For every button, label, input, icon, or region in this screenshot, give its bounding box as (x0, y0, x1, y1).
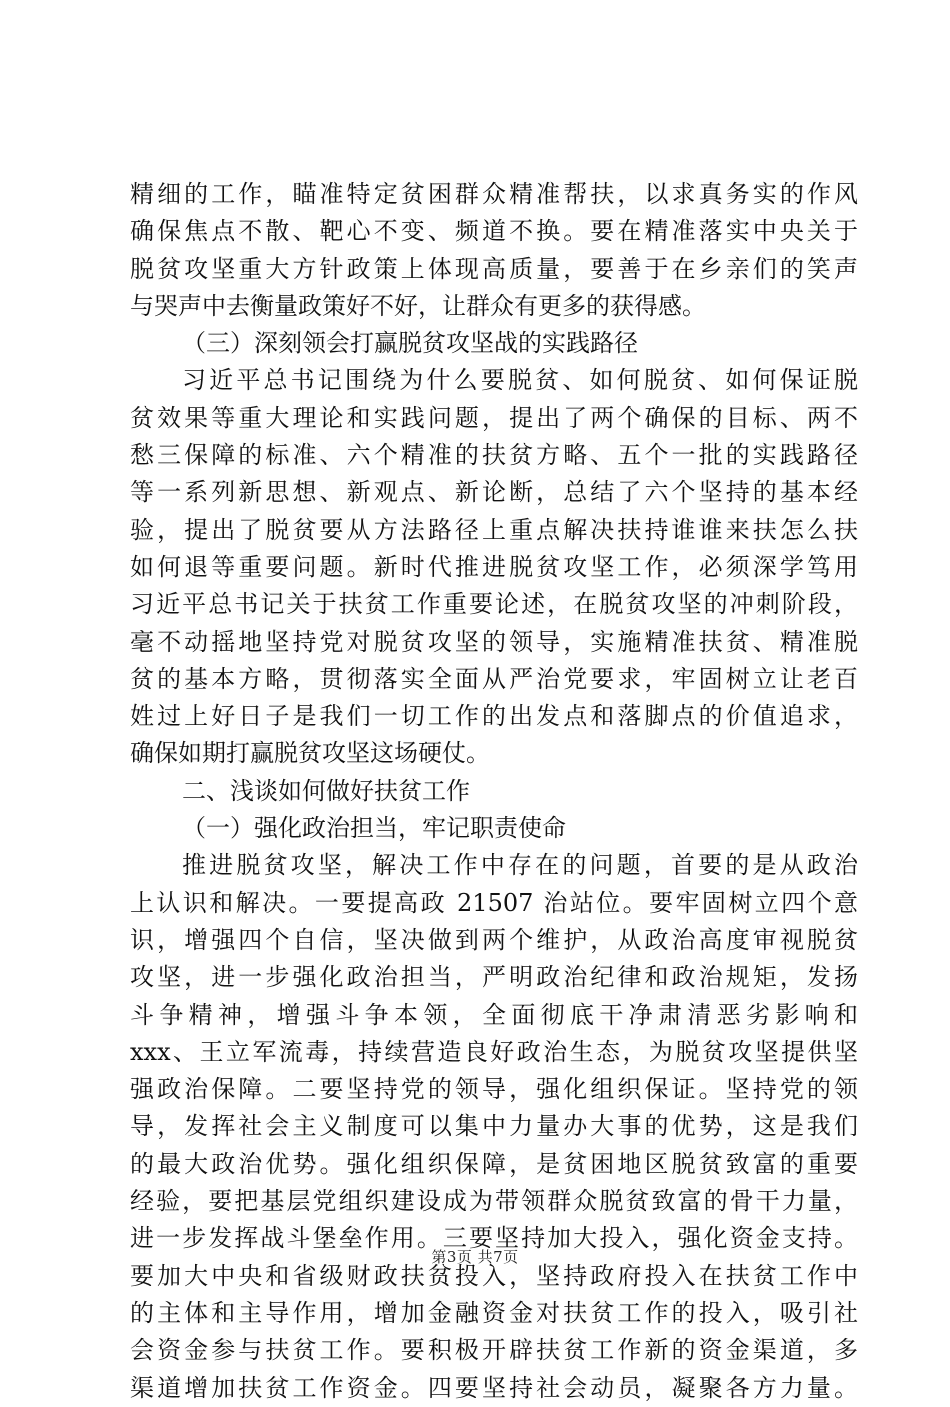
text-line: 姓过上好日子是我们一切工作的出发点和落脚点的价值追求， (130, 702, 858, 731)
text-line: 贫效果等重大理论和实践问题，提出了两个确保的目标、两不 (130, 403, 858, 432)
paragraph-first-line: 习近平总书记围绕为什么要脱贫、如何脱贫、如何保证脱 (182, 366, 858, 395)
text-line: 精细的工作，瞄准特定贫困群众精准帮扶，以求真务实的作风 (130, 180, 858, 208)
text-line: 的主体和主导作用，增加金融资金对扶贫工作的投入，吸引社 (130, 1298, 858, 1327)
text-line: 的最大政治优势。强化组织保障，是贫困地区脱贫致富的重要 (130, 1149, 858, 1178)
text-line: 导，发挥社会主义制度可以集中力量办大事的优势，这是我们 (130, 1112, 858, 1141)
text-line: 等一系列新思想、新观点、新论断，总结了六个坚持的基本经 (130, 478, 858, 507)
subsection-heading: （一）强化政治担当，牢记职责使命 (182, 814, 566, 843)
text-line: 脱贫攻坚重大方针政策上体现高质量，要善于在乡亲们的笑声 (130, 254, 858, 283)
text-line: 贫的基本方略，贯彻落实全面从严治党要求，牢固树立让老百 (130, 664, 858, 693)
text-line: 会资金参与扶贫工作。要积极开辟扶贫工作新的资金渠道，多 (130, 1336, 858, 1365)
section-heading: （三）深刻领会打赢脱贫攻坚战的实践路径 (182, 329, 638, 358)
text-line: 愁三保障的标准、六个精准的扶贫方略、五个一批的实践路径 (130, 441, 858, 470)
text-line: 强政治保障。二要坚持党的领导，强化组织保证。坚持党的领 (130, 1075, 858, 1104)
paragraph-first-line: 推进脱贫攻坚，解决工作中存在的问题，首要的是从政治 (182, 851, 858, 880)
text-line: 毫不动摇地坚持党对脱贫攻坚的领导，实施精准扶贫、精准脱 (130, 627, 858, 656)
page-footer: 第3页 共7页 (431, 1248, 519, 1266)
text-line: 上认识和解决。一要提高政 21507 治站位。要牢固树立四个意 (130, 888, 858, 917)
text-line: 经验，要把基层党组织建设成为带领群众脱贫致富的骨干力量， (130, 1187, 858, 1216)
text-line: 进一步发挥战斗堡垒作用。三要坚持加大投入，强化资金支持。 (130, 1224, 858, 1253)
text-line: 渠道增加扶贫工作资金。四要坚持社会动员，凝聚各方力量。 (130, 1373, 858, 1402)
text-line: 确保焦点不散、靶心不变、频道不换。要在精准落实中央关于 (130, 217, 858, 246)
text-line: 如何退等重要问题。新时代推进脱贫攻坚工作，必须深学笃用 (130, 552, 858, 581)
text-line: 确保如期打赢脱贫攻坚这场硬仗。 (130, 739, 490, 768)
text-line: xxx、王立军流毒，持续营造良好政治生态，为脱贫攻坚提供坚 (130, 1037, 858, 1066)
text-line: 习近平总书记关于扶贫工作重要论述，在脱贫攻坚的冲刺阶段， (130, 590, 858, 619)
text-line: 要加大中央和省级财政扶贫投入，坚持政府投入在扶贫工作中 (130, 1261, 858, 1290)
section-heading: 二、浅谈如何做好扶贫工作 (182, 776, 470, 805)
text-line: 验，提出了脱贫要从方法路径上重点解决扶持谁谁来扶怎么扶 (130, 515, 858, 544)
text-line: 斗争精神，增强斗争本领，全面彻底干净肃清恶劣影响和 (130, 1000, 858, 1029)
text-line: 与哭声中去衡量政策好不好，让群众有更多的获得感。 (130, 291, 706, 320)
text-line: 识，增强四个自信，坚决做到两个维护，从政治高度审视脱贫 (130, 925, 858, 954)
document-body (130, 176, 858, 1407)
text-line: 攻坚，进一步强化政治担当，严明政治纪律和政治规矩，发扬 (130, 963, 858, 992)
